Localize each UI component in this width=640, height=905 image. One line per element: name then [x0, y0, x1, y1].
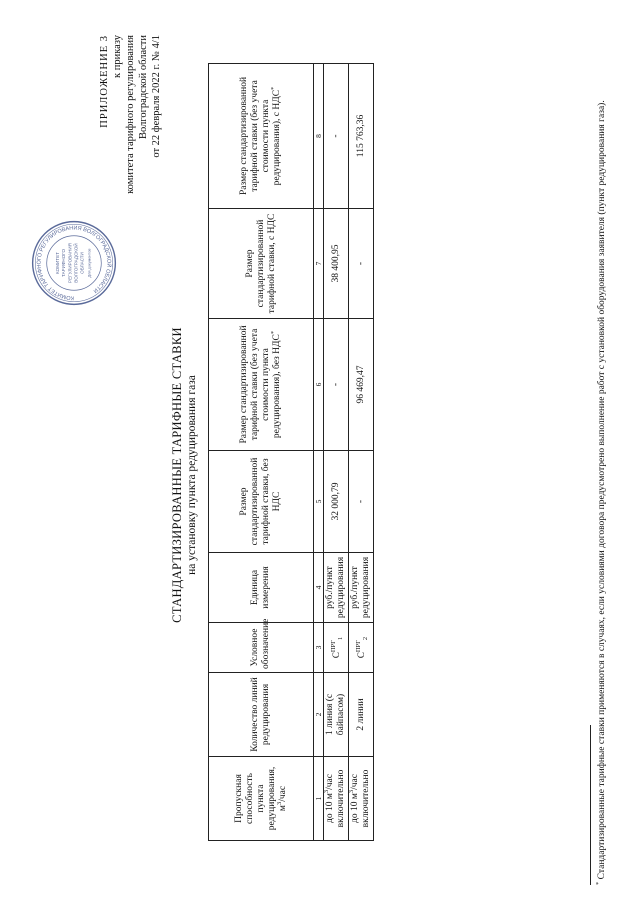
seal-center-line-4: ВОЛГОГРАДСКОЙ — [73, 243, 79, 283]
document-subtitle: на установку пункта редуцирования газа — [186, 375, 198, 575]
cell-rate-with-vat: 38 400,95 — [324, 209, 349, 319]
column-number: 5 — [314, 451, 324, 553]
cell-lines-count: 2 линии — [349, 673, 374, 757]
header-rate-with-vat: Размер стандартизированной тарифной ставки, с НДС — [209, 209, 314, 319]
column-number: 8 — [314, 64, 324, 209]
seal-center-line-3: РЕГУЛИРОВАНИЯ — [67, 243, 73, 283]
appendix-block — [98, 35, 163, 285]
tariff-table — [208, 63, 374, 841]
cell-unit: руб./пункт редуцирования — [324, 553, 349, 623]
document-title: СТАНДАРТИЗИРОВАННЫЕ ТАРИФНЫЕ СТАВКИ — [170, 327, 184, 623]
cell-symbol: $С^{ПРГ}_1$ — [324, 623, 349, 673]
seal-ring-text: КОМИТЕТ ТАРИФНОГО РЕГУЛИРОВАНИЯ ВОЛГОГРАДСКОЙ ОБЛАСТИ — [36, 225, 112, 301]
header-lines-count: Количество линий редуцирования — [209, 673, 314, 757]
cell-symbol: $С^{ПРГ}_2$ — [349, 623, 374, 673]
header-rate-excl-station-no-vat: Размер стандартизированной тарифной ставки (без учета стоимости пункта редуцирования), без НДС* — [209, 319, 314, 451]
footnote — [596, 45, 608, 885]
header-rate-excl-station-with-vat: Размер стандартизированной тарифной ставки (без учета стоимости пункта редуцирования), с НДС* — [209, 64, 314, 209]
seal-center-line-6: Для документов — [86, 248, 92, 278]
appendix-line-2: комитета тарифного регулирования — [125, 35, 136, 194]
footnote-text: Стандартизированные тарифные ставки применяются в случаях, если условиями договора предусмотрено выполнение работ с установкой оборудования заявителя (пункт редуцирования газа). — [597, 100, 607, 880]
column-numbers-row — [314, 64, 324, 841]
header-symbol: Условное обозначение — [209, 623, 314, 673]
column-number: 6 — [314, 319, 324, 451]
column-number: 4 — [314, 553, 324, 623]
cell-rate-with-vat: - — [349, 209, 374, 319]
table-row — [349, 64, 374, 841]
cell-rate-no-vat: 32 000,79 — [324, 451, 349, 553]
cell-rate-no-vat: - — [349, 451, 374, 553]
table-row — [324, 64, 349, 841]
cell-rate-excl-station-with-vat: 115 763,36 — [349, 64, 374, 209]
cell-capacity: до 10 $м^3$/час включительно — [349, 757, 374, 841]
seal-center-line-1: КОМИТЕТ — [55, 252, 61, 274]
header-capacity: Пропускная способность пункта редуцирования, $м^3$/час — [209, 757, 314, 841]
column-number: 1 — [314, 757, 324, 841]
cell-unit: руб./пункт редуцирования — [349, 553, 374, 623]
seal-center-line-5: ОБЛАСТИ — [79, 252, 85, 274]
cell-rate-excl-station-with-vat: - — [324, 64, 349, 209]
cell-lines-count: 1 линия (с байпасом) — [324, 673, 349, 757]
appendix-line-1: к приказу — [112, 35, 123, 78]
column-number: 3 — [314, 623, 324, 673]
seal-center-line-2: ТАРИФНОГО — [61, 248, 67, 278]
table-header-row — [209, 64, 314, 841]
cell-rate-excl-station-no-vat: - — [324, 319, 349, 451]
footnote-mark: * — [594, 881, 602, 885]
appendix-line-3: Волгоградской области — [138, 35, 149, 140]
appendix-label: ПРИЛОЖЕНИЕ 3 — [99, 35, 110, 128]
footnote-divider — [590, 725, 591, 885]
column-number: 7 — [314, 209, 324, 319]
appendix-line-4: от 22 февраля 2022 г. № 4/1 — [151, 35, 162, 158]
header-rate-no-vat: Размер стандартизированной тарифной ставки, без НДС — [209, 451, 314, 553]
cell-capacity: до 10 $м^3$/час включительно — [324, 757, 349, 841]
cell-rate-excl-station-no-vat: 96 469,47 — [349, 319, 374, 451]
header-unit: Единица измерения — [209, 553, 314, 623]
column-number: 2 — [314, 673, 324, 757]
